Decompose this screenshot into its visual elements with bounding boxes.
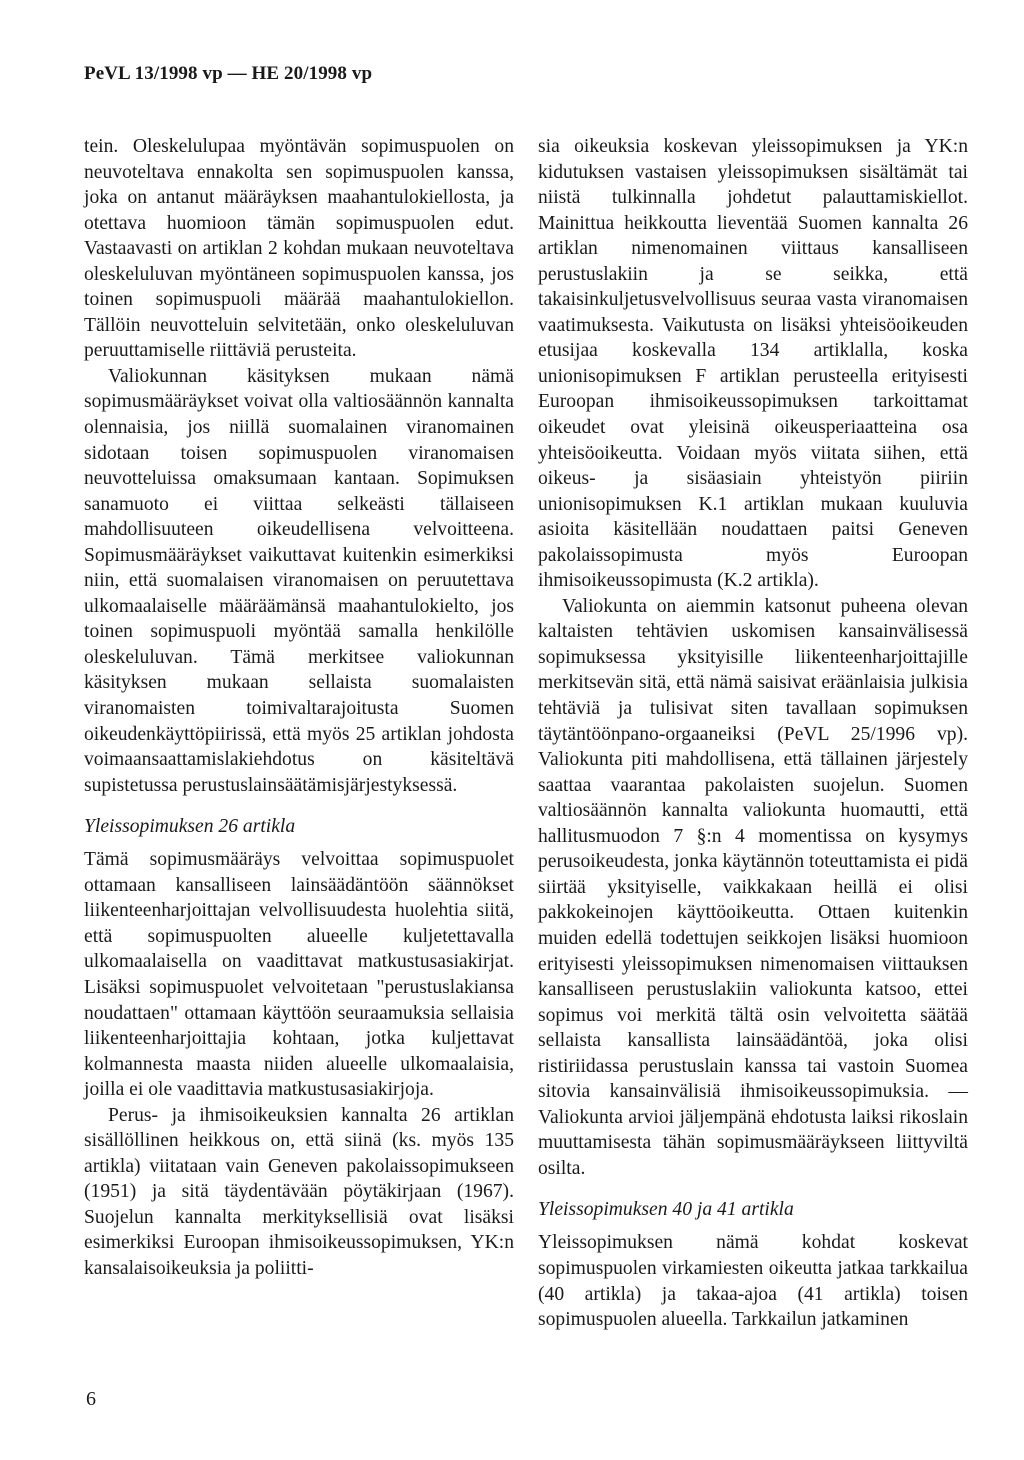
left-column bbox=[84, 134, 514, 1282]
paragraph: Perus- ja ihmisoikeuksien kannalta 26 artiklan sisällöllinen heikkous on, että siinä (ks. myös 135 artikla) viitataan vain Geneven pakolaissopimukseen (1951) ja sitä täydentävään pöytäkirjaan (1967). Suojelun kannalta merkityksellisiä ovat lisäksi esimerkiksi Euroopan ihmisoikeussopimuksen, YK:n kansalaisoikeuksia ja poliitti- bbox=[84, 1104, 514, 1279]
paragraph: tein. Oleskelulupaa myöntävän sopimuspuolen on neuvoteltava ennakolta sen sopimuspuolen kanssa, joka on antanut määräyksen maahantulokiellosta, ja otettava huomioon tämän sopimuspuolen edut. Vastaavasti on artiklan 2 kohdan mukaan neuvoteltava oleskeluluvan myöntäneen sopimuspuolen kanssa, jos toinen sopimuspuoli määrää maahantulokiellon. Tällöin neuvotteluin selvitetään, onko oleskeluluvan peruuttamiselle riittäviä perusteita. bbox=[84, 136, 514, 362]
section-heading: Yleissopimuksen 40 ja 41 artikla bbox=[538, 1199, 794, 1221]
page-number: 6 bbox=[86, 1388, 96, 1410]
section-heading: Yleissopimuksen 26 artikla bbox=[84, 816, 296, 838]
running-head: PeVL 13/1998 vp — HE 20/1998 vp bbox=[84, 63, 373, 84]
paragraph: Yleissopimuksen nämä kohdat koskevat sopimuspuolen virkamiesten oikeutta jatkaa tarkkailua (40 artikla) ja takaa-ajoa (41 artikla) toisen sopimuspuolen alueella. Tarkkailun jatkaminen bbox=[538, 1232, 968, 1331]
paragraph: sia oikeuksia koskevan yleissopimuksen ja YK:n kidutuksen vastaisen yleissopimuksen sisältämät tai niistä tulkinnalla johdetut palauttamiskiellot. Mainittua heikkoutta lieventää Suomen kannalta 26 artiklan nimenomainen viittaus kansalliseen perustuslakiin ja se seikka, että takaisinkuljetusvelvollisuus seuraa vasta viranomaisen vaatimuksesta. Vaikutusta on lisäksi yhteisöoikeuden etusijaa koskevalla 134 artiklalla, koska unionisopimuksen F artiklan perusteella erityisesti Euroopan ihmisoikeussopimuksen tarkoittamat oikeudet ovat yleisinä oikeusperiaatteina osa yhteisöoikeutta. Voidaan myös viitata siihen, että oikeus- ja sisäasiain yhteistyön piiriin unionisopimuksen K.1 artiklan mukaan kuuluvia asioita käsitellään noudattaen paitsi Geneven pakolaissopimusta myös Euroopan ihmisoikeussopimusta (K.2 artikla). bbox=[538, 136, 968, 592]
right-column bbox=[538, 134, 968, 1333]
paragraph: Tämä sopimusmääräys velvoittaa sopimuspuolet ottamaan kansalliseen lainsäädäntöön säännökset liikenteenharjoittajan velvollisuudesta huolehtia siitä, että sopimuspuolten alueelle kuljetettavalla ulkomaalaisella on vaadittavat matkustusasiakirjat. Lisäksi sopimuspuolet velvoitetaan "perustuslakiansa noudattaen" ottamaan käyttöön seuraamuksia sellaisia liikenteenharjoittajia kohtaan, jotka kuljettavat kolmannesta maasta niiden alueelle ulkomaalaisia, joilla ei ole vaadittavia matkustusasiakirjoja. bbox=[84, 849, 514, 1101]
paragraph: Valiokunta on aiemmin katsonut puheena olevan kaltaisten tehtävien uskomisen kansainvälisessä sopimuksessa yksityisille liikenteenharjoittajille merkitsevän sitä, että nämä saisivat eräänlaisia julkisia tehtäviä ja tulisivat siten tavallaan sopimuksen täytäntöönpano-orgaaneiksi (PeVL 25/1996 vp). Valiokunta piti mahdollisena, että tällainen järjestely saattaa vaarantaa pakolaisten suojelun. Suomen valtiosäännön kannalta valiokunta huomautti, että hallitusmuodon 7 §:n 4 momentissa on kysymys perusoikeudesta, jonka käytännön toteuttamista ei pidä siirtää yksityiselle, vaikkakaan heillä ei olisi pakkokeinojen käyttöoikeutta. Ottaen kuitenkin muiden edellä todettujen seikkojen lisäksi huomioon erityisesti yleissopimuksen nimenomaisen viittauksen kansalliseen perustuslakiin valiokunta katsoo, ettei sopimus voi merkitä tältä osin velvoitetta säätää sellaista kansallista lainsäädäntöä, joka olisi ristiriidassa perustuslain kanssa tai vastoin Suomea sitovia kansainvälisiä ihmisoikeussopimuksia. — Valiokunta arvioi jäljempänä ehdotusta laiksi rikoslain muuttamisesta tähän sopimusmääräykseen liittyviltä osilta. bbox=[538, 595, 968, 1179]
paragraph: Valiokunnan käsityksen mukaan nämä sopimusmääräykset voivat olla valtiosäännön kannalta olennaisia, jos niillä suomalainen viranomainen sidotaan toisen sopimuspuolen viranomaisen neuvotteluissa omaksumaan kantaan. Sopimuksen sanamuoto ei viittaa selkeästi tällaiseen mahdollisuuteen oikeudellisena velvoitteena. Sopimusmääräykset vaikuttavat kuitenkin esimerkiksi niin, että suomalaisen viranomaisen on peruutettava ulkomaalaiselle määräämänsä maahantulokielto, jos toinen sopimuspuoli myöntää samalla henkilölle oleskeluluvan. Tämä merkitsee valiokunnan käsityksen mukaan sellaista suomalaisten viranomaisten toimivaltarajoitusta Suomen oikeudenkäyttöpiirissä, että myös 25 artiklan johdosta voimaansaattamislakiehdotus on käsiteltävä supistetussa perustuslainsäätämisjärjestyksessä. bbox=[84, 365, 514, 796]
